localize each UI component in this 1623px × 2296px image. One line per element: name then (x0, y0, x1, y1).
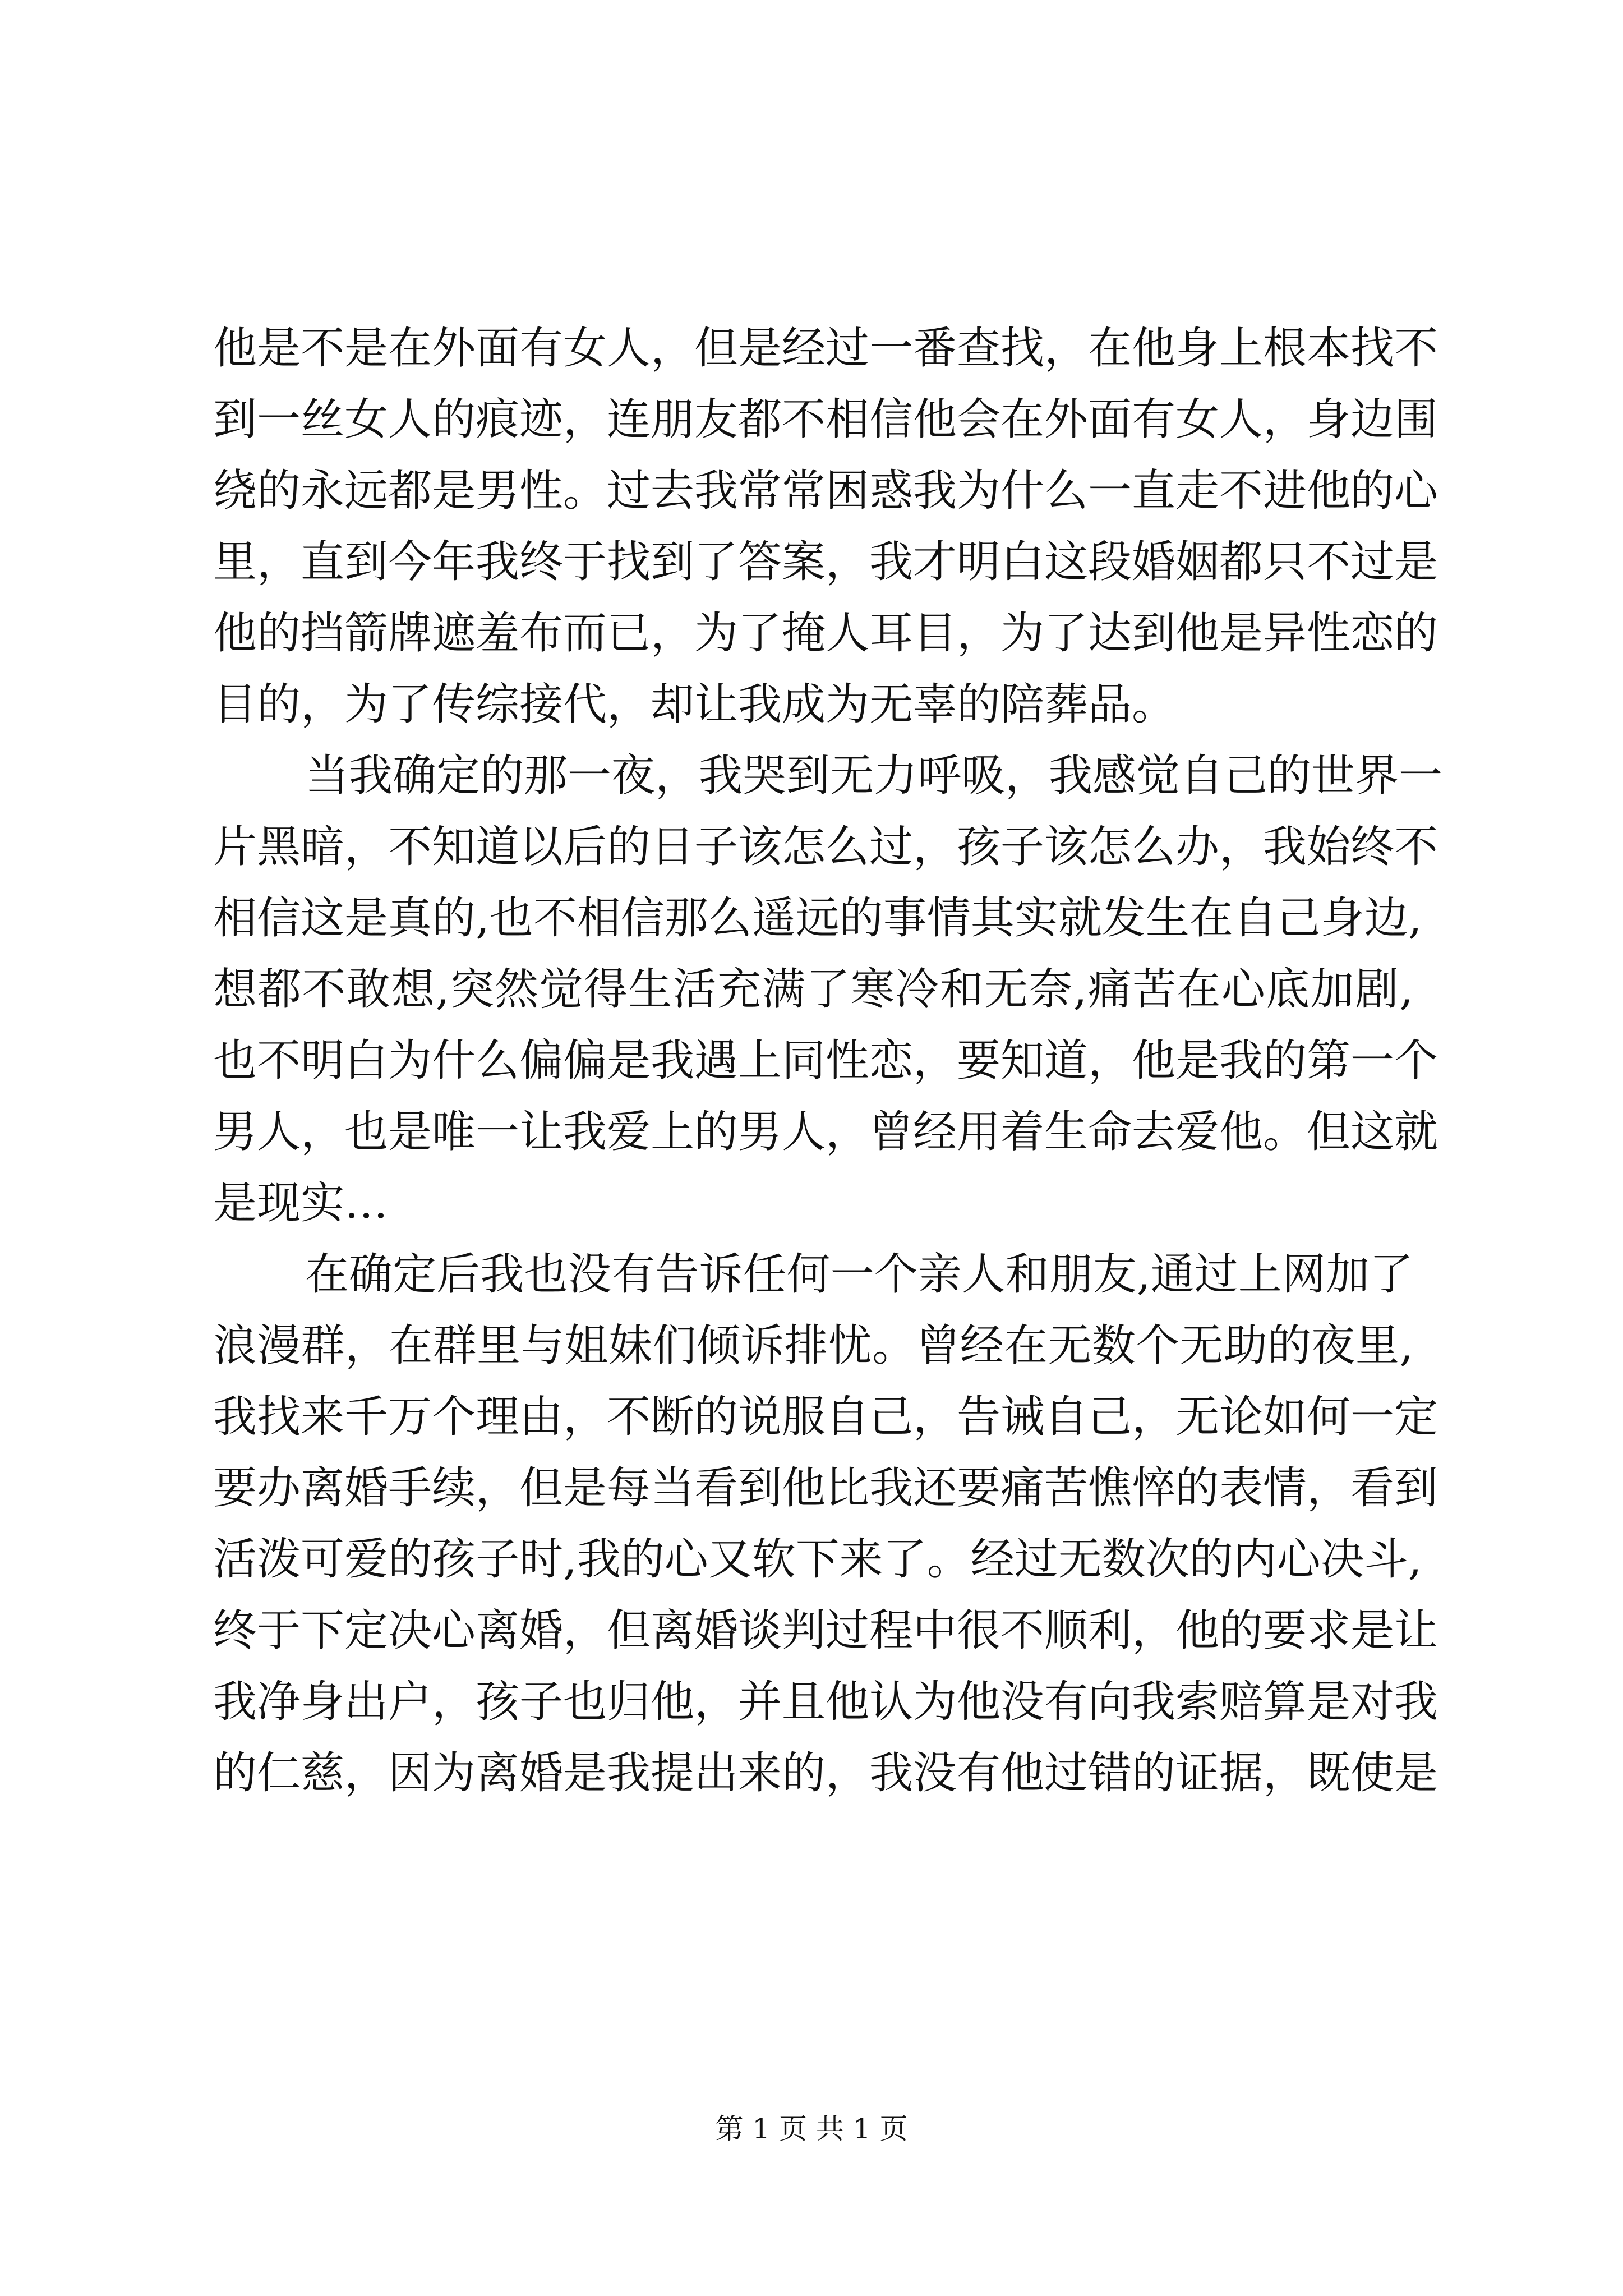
text-line: 绕的永远都是男性。过去我常常困惑我为什么一直走不进他的心 (213, 466, 1438, 516)
text-line: 我找来千万个理由，不断的说服自己，告诫自己，无论如何一定 (213, 1392, 1438, 1442)
text-line: 浪漫群，在群里与姐妹们倾诉排忧。曾经在无数个无助的夜里, (213, 1320, 1413, 1371)
text-line: 的仁慈，因为离婚是我提出来的，我没有他过错的证据，既使是 (213, 1748, 1438, 1798)
text-line: 男人，也是唯一让我爱上的男人，曾经用着生命去爱他。但这就 (213, 1107, 1438, 1157)
text-line: 片黑暗，不知道以后的日子该怎么过，孩子该怎么办，我始终不 (213, 822, 1438, 872)
document-body (213, 263, 1443, 2035)
text-line: 是现实… (213, 1178, 389, 1228)
text-line: 里，直到今年我终于找到了答案，我才明白这段婚姻都只不过是 (213, 537, 1438, 587)
text-line: 目的，为了传综接代，却让我成为无辜的陪葬品。 (213, 679, 1176, 730)
text-line: 活泼可爱的孩子时,我的心又软下来了。经过无数次的内心决斗, (213, 1534, 1422, 1585)
text-line: 到一丝女人的痕迹，连朋友都不相信他会在外面有女人，身边围 (213, 394, 1438, 445)
text-line: 他的挡箭牌遮羞布而已，为了掩人耳目，为了达到他是异性恋的 (213, 608, 1438, 659)
text-line: 想都不敢想,突然觉得生活充满了寒冷和无奈,痛苦在心底加剧, (213, 964, 1413, 1015)
text-line: 也不明白为什么偏偏是我遇上同性恋，要知道，他是我的第一个 (213, 1036, 1438, 1086)
text-line: 当我确定的那一夜，我哭到无力呼吸，我感觉自己的世界一 (305, 751, 1443, 801)
page-footer: 第 1 页 共 1 页 (715, 2113, 908, 2145)
text-line: 要办离婚手续，但是每当看到他比我还要痛苦憔悴的表情，看到 (213, 1463, 1438, 1513)
text-line: 终于下定决心离婚，但离婚谈判过程中很不顺利，他的要求是让 (213, 1605, 1438, 1656)
text-line: 相信这是真的,也不相信那么遥远的事情其实就发生在自己身边, (213, 893, 1422, 944)
text-line: 在确定后我也没有告诉任何一个亲人和朋友,通过上网加了 (305, 1249, 1413, 1300)
text-line: 他是不是在外面有女人，但是经过一番查找，在他身上根本找不 (213, 323, 1438, 374)
text-line: 我净身出户，孩子也归他，并且他认为他没有向我索赔算是对我 (213, 1677, 1438, 1727)
